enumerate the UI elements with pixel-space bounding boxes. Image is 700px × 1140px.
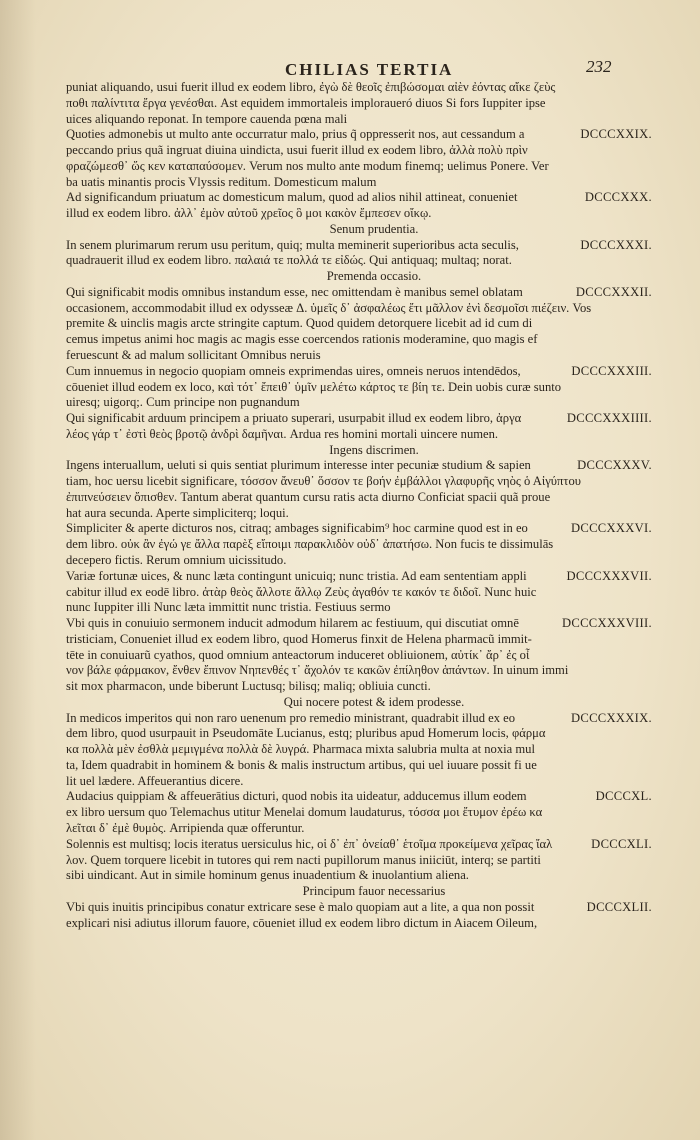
- adage-entry-line: [66, 616, 652, 632]
- section-heading: [66, 884, 652, 900]
- section-heading: [66, 222, 652, 238]
- text-line: λέος γάρ τ᾽ ἐστὶ θεὸς βροτῷ ἀνδρὶ δαμῆναι. Ardua res homini mortali uincere numen.: [66, 426, 499, 441]
- text-line: κα πολλὰ μὲν ἐσθλὰ μεμιγμένα πολλὰ δὲ λυγρά. Pharmaca mixta salubria multa at noxia mul: [66, 742, 535, 757]
- entry-text: Ad significandum priuatum ac domesticum malum, quod ad alios nihil attineat, conueniet: [66, 190, 518, 205]
- text-line: peccando prius quã ingruat diuina uindicta, usui fuerit illud ex eodem libro, ἀλλὰ πολὺ πρὶν: [66, 143, 528, 158]
- adage-number: DCCCXL.: [595, 789, 652, 804]
- adage-entry-line: [66, 900, 652, 916]
- adage-entry-line: [66, 285, 652, 301]
- text-line: uices aliquando reponat. In tempore cauenda pœna mali: [66, 111, 348, 126]
- entry-text: In senem plurimarum rerum usu peritum, quiq; multa meminerit superioribus acta seculis,: [66, 237, 519, 252]
- running-title: CHILIAS TERTIA: [285, 60, 454, 79]
- text-line: lit uel lædere. Affeuerantius dicere.: [66, 773, 244, 788]
- section-heading: [66, 443, 652, 459]
- adage-number: DCCCXXXI.: [580, 237, 652, 252]
- text-line: λον. Quem torquere licebit in tutores qui rem nacti pupillorum manus iniiciūt, interq; se partiti: [66, 852, 541, 867]
- entry-text: Qui significabit arduum principem a priuato superari, usurpabit illud ex eodem libro, ἀργα: [66, 411, 522, 426]
- text-line: decepero fictis. Rerum omnium uicissitudo.: [66, 552, 287, 567]
- text-line: ex libro uersum quo Telemachus utitur Menelai domum laudaturus, τόσσα μοι ἔτυμον ἐρέω κα: [66, 805, 543, 820]
- adage-number: DCCCXXXIIII.: [566, 411, 652, 426]
- section-heading: [66, 695, 652, 711]
- text-line: uiresq; uigorq;. Cum principe non pugnandum: [66, 395, 300, 410]
- text-line: dem libro. οὐκ ἂν ἐγώ γε ἄλλα παρὲξ εἴποιμι παρακλιδὸν οὐδ᾽ ἀπατήσω. Non fucis te dissimulās: [66, 537, 554, 552]
- text-line: illud ex eodem libro. ἀλλ᾽ ἐμὸν αὐτοῦ χρεῖος ὃ μοι κακὸν ἔμπεσεν οἴκῳ.: [66, 206, 432, 221]
- adage-entry-line: [66, 411, 652, 427]
- adage-entry-line: [66, 569, 652, 585]
- adage-entry-line: [66, 190, 652, 206]
- adage-number: DCCCXXXII.: [575, 284, 652, 299]
- section-heading-text: Senum prudentia.: [329, 221, 419, 236]
- adage-entry-line: [66, 238, 652, 254]
- entry-text: Ingens interuallum, ueluti si quis sentiat plurimum interesse inter pecuniæ studium & sapien: [66, 458, 531, 473]
- adage-number: DCCCXXIX.: [580, 127, 652, 142]
- entry-text: Solennis est multisq; locis iteratus uersiculus hic, οἱ δ᾽ ἐπ᾽ ὀνείαθ᾽ ἑτοῖμα προκείμενα χεῖρας ἴαλ: [66, 836, 553, 851]
- entry-text: Quoties admonebis ut multo ante occurratur malo, prius q̃ oppresserit nos, aut cessandum a: [66, 127, 525, 142]
- entry-text: Vbi quis inuitis principibus conatur extricare sese è malo quopiam aut a lite, a qua non possit: [66, 899, 535, 914]
- entry-text: In medicos imperitos qui non raro uenenum pro remedio ministrant, quadrabit illud ex eo: [66, 710, 516, 725]
- text-line: dem libro, quod usurpauit in Pseudomāte Lucianus, estq; pluribus apud Homerum locis, φάρμα: [66, 726, 546, 741]
- adage-number: DCCCXLII.: [586, 899, 652, 914]
- entry-text: Audacius quippiam & affeuerātius dicturi, quod nobis ita uideatur, adducemus illum eodem: [66, 789, 527, 804]
- text-line: tristiciam, Conueniet illud ex eodem libro, quod Homerus finxit de Helena pharmacũ immit-: [66, 631, 532, 646]
- text-line: tiam, hoc uersu licebit significare, τόσσον ἄνευθ᾽ ὅσσον τε βοήν ἐμβάλλοι γλαφυρῆς νηὸς ὁ Αἰγύπτου: [66, 474, 581, 489]
- text-line: ἐπιπνεύσειεν ὄπισθεν. Tantum aberat quantum cursu ratis acta diurno Conficiat spacii quã proue: [66, 489, 551, 504]
- text-line: tēte in conuiuarũ cyathos, quod omnium anteactorum induceret obliuionem, αὐτίκ᾽ ἄρ᾽ ἐς οἶ: [66, 647, 530, 662]
- adage-number: DCCCXXXV.: [577, 458, 652, 473]
- text-line: sit mox pharmacon, unde biberunt Luctusq; bilisq; maliq; obliuia cuncti.: [66, 679, 431, 694]
- text-line: φραζώμεσθ᾽ ὥς κεν καταπαύσομεν. Verum nos multo ante modum finemq; uelimus Ponere. Ver: [66, 158, 549, 173]
- adage-entry-line: [66, 711, 652, 727]
- text-line: puniat aliquando, usui fuerit illud ex eodem libro, ἐγὼ δὲ θεοῖς ἐπιβώσομαι αἰὲν ἐόντας αἴκε ζεὺς: [66, 80, 556, 94]
- section-heading-text: Premenda occasio.: [326, 269, 422, 284]
- section-heading: [66, 269, 652, 285]
- entry-text: Vbi quis in conuiuio sermonem inducit admodum hilarem ac festiuum, qui discutiat omnē: [66, 616, 519, 631]
- adage-number: DCCCXXXVII.: [566, 568, 652, 583]
- text-line: νον βάλε φάρμακον, ἔνθεν ἔπινον Νηπενθές τ᾽ ἄχολόν τε κακῶν ἐπίληθον ἁπάντων. In uinum immi: [66, 663, 569, 678]
- page-fold-shadow: [0, 0, 36, 1140]
- text-line: ta, Idem quadrabit in hominem & bonis & malis instructum artibus, qui uel iuuare possit fi ue: [66, 757, 537, 772]
- adage-entry-line: [66, 127, 652, 143]
- text-line: sibi uindicant. Aut in simile hominum genus inuadentium & inuolantium aliena.: [66, 868, 469, 883]
- text-line: λεῖται δ᾽ ἐμὲ θυμὸς. Arripienda quæ offeruntur.: [66, 820, 305, 835]
- text-line: explicari nisi adiutus illorum fauore, cōueniet illud ex eodem libro dictum in Aiacem Oileum,: [66, 915, 538, 930]
- adage-entry-line: [66, 364, 652, 380]
- text-line: ποθι παλίντιτα ἔργα γενέσθαι. Ast equidem immortaleis imploraueró diuos Si fors Iuppiter ipse: [66, 95, 546, 110]
- text-line: hat aura secunda. Aperte simpliciterq; loqui.: [66, 505, 289, 520]
- section-heading-text: Ingens discrimen.: [329, 442, 419, 457]
- page-number: 232: [586, 57, 612, 76]
- adage-entry-line: [66, 789, 652, 805]
- adage-number: DCCCXXXVI.: [570, 521, 652, 536]
- adage-number: DCCCXXXVIII.: [561, 616, 652, 631]
- section-heading-text: Principum fauor necessarius: [302, 884, 446, 899]
- adage-number: DCCCXLI.: [591, 836, 652, 851]
- text-line: occasionem, accommodabit illud ex odysseæ Δ. ὑμεῖς δ᾽ ἀσφαλέως ἔτι μᾶλλον ἐνὶ δεσμοῖσι πιέζειν. Vos: [66, 300, 592, 315]
- adage-number: DCCCXXXIII.: [571, 363, 652, 378]
- text-line: ba uatis minantis procis Vlyssis reditum. Domesticum malum: [66, 174, 377, 189]
- text-line: cemus impetus animi hoc magis ac magis esse coercendos rationis moderamine, quo magis ef: [66, 332, 538, 347]
- text-line: cōueniet illud eodem ex loco, καὶ τότ᾽ ἔπειθ᾽ ὑμῖν μελέτω κάρτος τε βίη τε. Dein uobis curæ sunto: [66, 379, 562, 394]
- adage-entry-line: [66, 837, 652, 853]
- main-text-block: [66, 80, 652, 931]
- text-line: nunc Iuppiter illi Nunc læta immittit nunc tristia. Festiuus sermo: [66, 600, 391, 615]
- adage-entry-line: [66, 521, 652, 537]
- text-line: premite & uinclis magis arcte stringite captum. Quod quidem detorquere licebit ad id cum di: [66, 316, 533, 331]
- section-heading-text: Qui nocere potest & idem prodesse.: [283, 694, 465, 709]
- text-line: cabitur illud ex eodē libro. ἀτὰρ θεὸς ἄλλοτε ἄλλῳ Ζεὺς ἀγαθόν τε κακόν τε διδοῖ. Nunc huic: [66, 584, 537, 599]
- text-line: feruescunt & ad malum sollicitant Omnibus neruis: [66, 348, 321, 363]
- entry-text: Qui significabit modis omnibus instandum esse, nec omittendam è manibus semel oblatam: [66, 284, 523, 299]
- text-line: quadrauerit illud ex eodem libro. παλαιά τε πολλά τε εἰδώς. Qui antiquaq; multaq; norat.: [66, 253, 512, 268]
- entry-text: Cum innuemus in negocio quopiam omneis exprimendas uires, omneis neruos intendēdos,: [66, 363, 521, 378]
- adage-number: DCCCXXX.: [584, 190, 652, 205]
- adage-number: DCCCXXXIX.: [570, 710, 652, 725]
- entry-text: Simpliciter & aperte dicturos nos, citraq; ambages significabim⁹ hoc carmine quod est in eo: [66, 521, 528, 536]
- adage-entry-line: [66, 458, 652, 474]
- entry-text: Variæ fortunæ uices, & nunc læta contingunt unicuiq; nunc tristia. Ad eam sententiam appli: [66, 568, 527, 583]
